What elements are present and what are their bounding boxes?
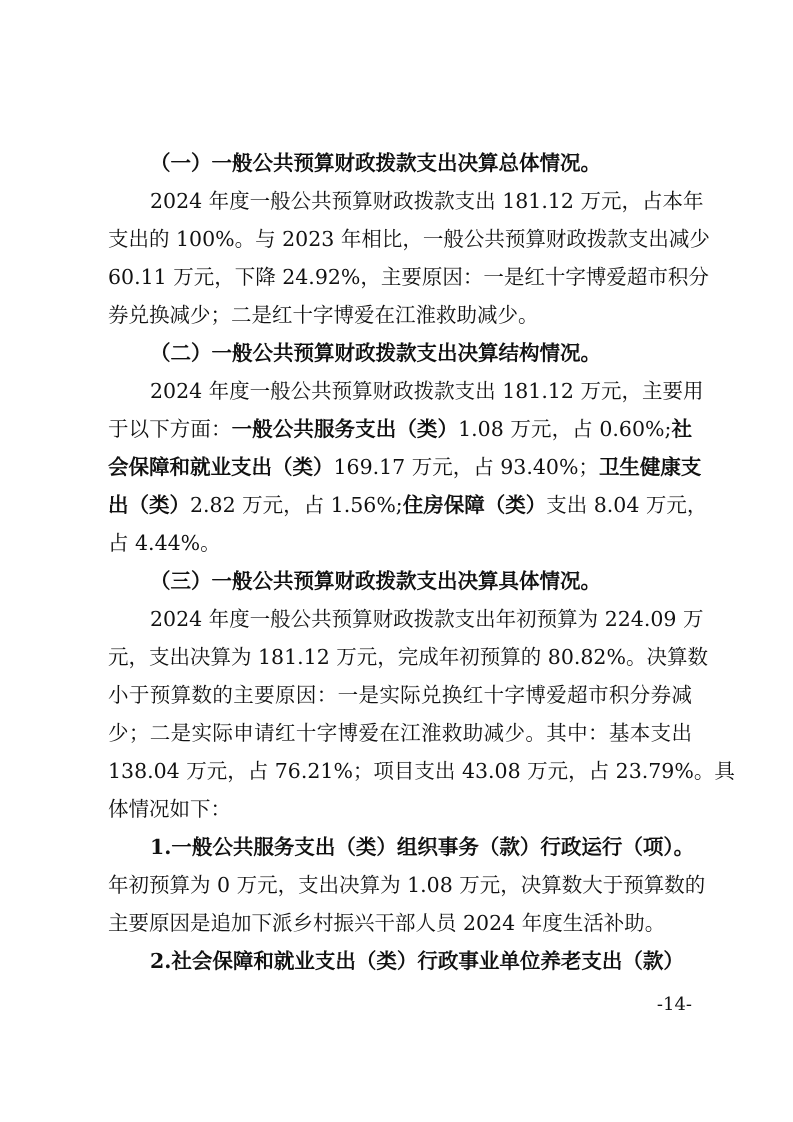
paragraph-line: 2024 年度一般公共预算财政拨款支出 181.12 万元，主要用 bbox=[150, 379, 704, 403]
category-label: 会保障和就业支出（类） bbox=[108, 455, 334, 479]
category-label: 卫生健康支 bbox=[598, 455, 702, 479]
paragraph-line bbox=[108, 414, 692, 444]
item-heading-2: 2.社会保障和就业支出（类）行政事业单位养老支出（款） bbox=[150, 949, 684, 973]
category-label: 一般公共服务支出（类） bbox=[231, 417, 459, 441]
paragraph-line: 60.11 万元，下降 24.92%，主要原因：一是红十字博爱超市积分 bbox=[108, 265, 709, 289]
text-run: 1.08 万元，占 0.60%; bbox=[458, 417, 672, 441]
paragraph-line: 主要原因是追加下派乡村振兴干部人员 2024 年度生活补助。 bbox=[108, 911, 666, 935]
section-heading-3: （三）一般公共预算财政拨款支出决算具体情况。 bbox=[150, 569, 601, 593]
category-label: 社 bbox=[671, 417, 693, 441]
paragraph-line bbox=[108, 490, 708, 520]
paragraph-line: 138.04 万元，占 76.21%；项目支出 43.08 万元，占 23.79%。具 bbox=[108, 759, 735, 783]
paragraph-line: 占 4.44%。 bbox=[108, 531, 221, 555]
paragraph-line: 2024 年度一般公共预算财政拨款支出 181.12 万元，占本年 bbox=[150, 189, 704, 213]
paragraph-line bbox=[108, 452, 702, 482]
paragraph-line: 支出的 100%。与 2023 年相比，一般公共预算财政拨款支出减少 bbox=[108, 227, 710, 251]
paragraph-line: 券兑换减少；二是红十字博爱在江淮救助减少。 bbox=[108, 303, 539, 327]
paragraph-line: 年初预算为 0 万元，支出决算为 1.08 万元，决算数大于预算数的 bbox=[108, 873, 706, 897]
page-number: -14- bbox=[656, 994, 692, 1015]
section-heading-2: （二）一般公共预算财政拨款支出决算结构情况。 bbox=[150, 341, 601, 365]
text-run: 于以下方面： bbox=[108, 417, 232, 441]
paragraph-line: 小于预算数的主要原因：一是实际兑换红十字博爱超市积分券减 bbox=[108, 683, 692, 707]
paragraph-line: 元，支出决算为 181.12 万元，完成年初预算的 80.82%。决算数 bbox=[108, 645, 708, 669]
item-heading-1: 1.一般公共服务支出（类）组织事务（款）行政运行（项）。 bbox=[150, 835, 695, 859]
paragraph-line: 2024 年度一般公共预算财政拨款支出年初预算为 224.09 万 bbox=[150, 607, 704, 631]
section-heading-1: （一）一般公共预算财政拨款支出决算总体情况。 bbox=[150, 151, 601, 175]
text-run: 169.17 万元，占 93.40%； bbox=[333, 455, 599, 479]
paragraph-line: 少；二是实际申请红十字博爱在江淮救助减少。其中：基本支出 bbox=[108, 721, 692, 745]
paragraph-line: 体情况如下： bbox=[108, 797, 231, 821]
category-label: 出（类） bbox=[108, 493, 190, 517]
text-run: 2.82 万元，占 1.56%; bbox=[190, 493, 403, 517]
category-label: 住房保障（类） bbox=[402, 493, 547, 517]
text-run: 支出 8.04 万元， bbox=[546, 493, 708, 517]
